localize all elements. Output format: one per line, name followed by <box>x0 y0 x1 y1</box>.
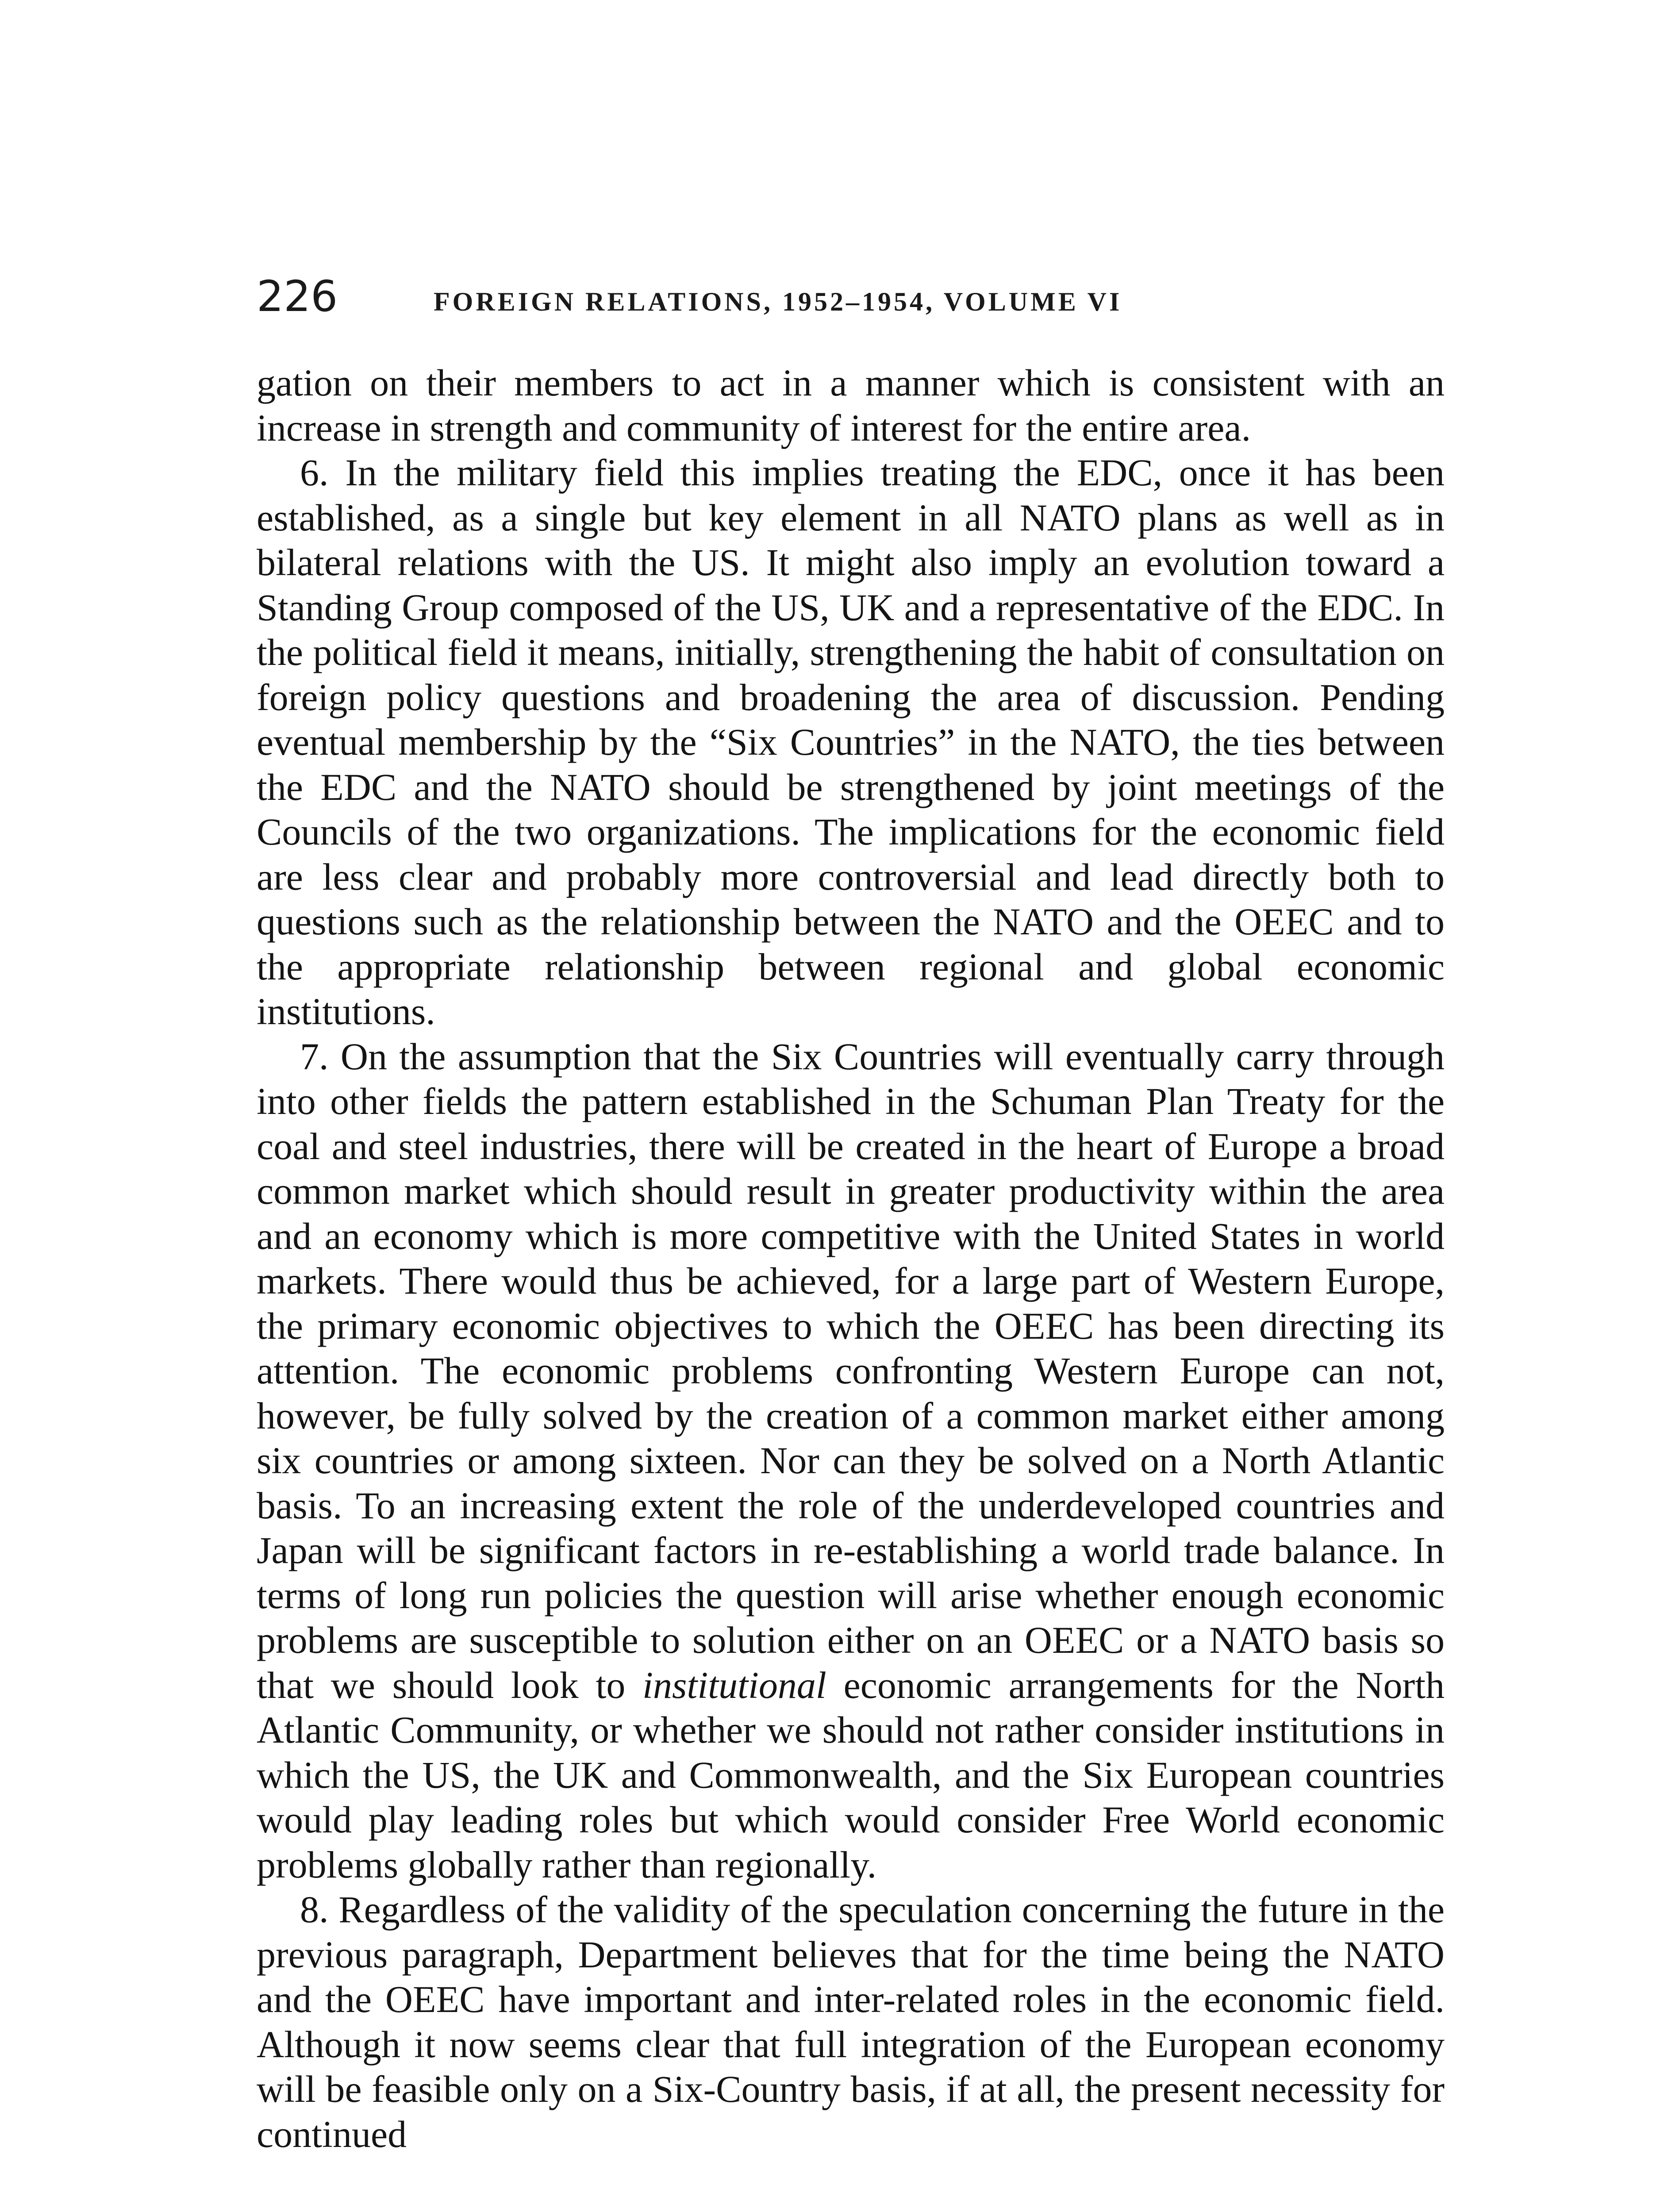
page-number: 226 <box>257 272 338 321</box>
paragraph-8: 8. Regardless of the validity of the speculation concerning the future in the previous paragraph, Department believes that for the time being the NATO and the OEEC have important and inter-related roles in the economic field. Although it now seems clear that full integration of the European economy will be feasible only on a Six-Country basis, if at all, the present necessity for continued <box>257 1888 1445 2155</box>
paragraph-6: 6. In the military field this implies treating the EDC, once it has been established, as a single but key element in all NATO plans as well as in bilateral relations with the US. It might also imply an evolution toward a Standing Group composed of the US, UK and a representative of the EDC. In the political field it means, initially, strengthening the habit of consultation on foreign policy questions and broadening the area of discussion. Pending eventual membership by the “Six Countries” in the NATO, the ties between the EDC and the NATO should be strengthened by joint meetings of the Councils of the two organizations. The implications for the economic field are less clear and probably more controversial and lead directly both to questions such as the relationship between the NATO and the OEEC and to the appropriate relationship between regional and global economic institutions. <box>257 451 1445 1033</box>
running-head: FOREIGN RELATIONS, 1952–1954, VOLUME VI <box>434 287 1122 316</box>
paragraph-continuation: gation on their members to act in a manner which is consistent with an increase in strength and community of interest for the entire area. <box>257 361 1445 449</box>
body-text <box>257 361 1445 2157</box>
paragraph-7-text-b: economic arrangements for the North Atlantic Community, or whether we should not rather consider institutions in which the US, the UK and Commonwealth, and the Six European countries would play leading roles but which would consider Free World economic problems globally rather than regionally. <box>257 1663 1445 1886</box>
paragraph-7-text-a: 7. On the assumption that the Six Countries will eventually carry through into other fields the pattern established in the Schuman Plan Treaty for the coal and steel industries, there will be created in the heart of Europe a broad common market which should result in greater productivity within the area and an economy which is more competitive with the United States in world markets. There would thus be achieved, for a large part of Western Europe, the primary economic objectives to which the OEEC has been directing its attention. The economic problems confronting Western Europe can not, however, be fully solved by the creation of a common market either among six countries or among sixteen. Nor can they be solved on a North Atlantic basis. To an increasing extent the role of the underdeveloped countries and Japan will be significant factors in re-establishing a world trade balance. In terms of long run policies the question will arise whether enough economic problems are susceptible to solution either on an OEEC or a NATO basis so that we should look to <box>257 1035 1445 1706</box>
italic-term: institutional <box>642 1663 826 1706</box>
paragraph-7 <box>257 1034 1445 1888</box>
page-header <box>257 265 1451 336</box>
